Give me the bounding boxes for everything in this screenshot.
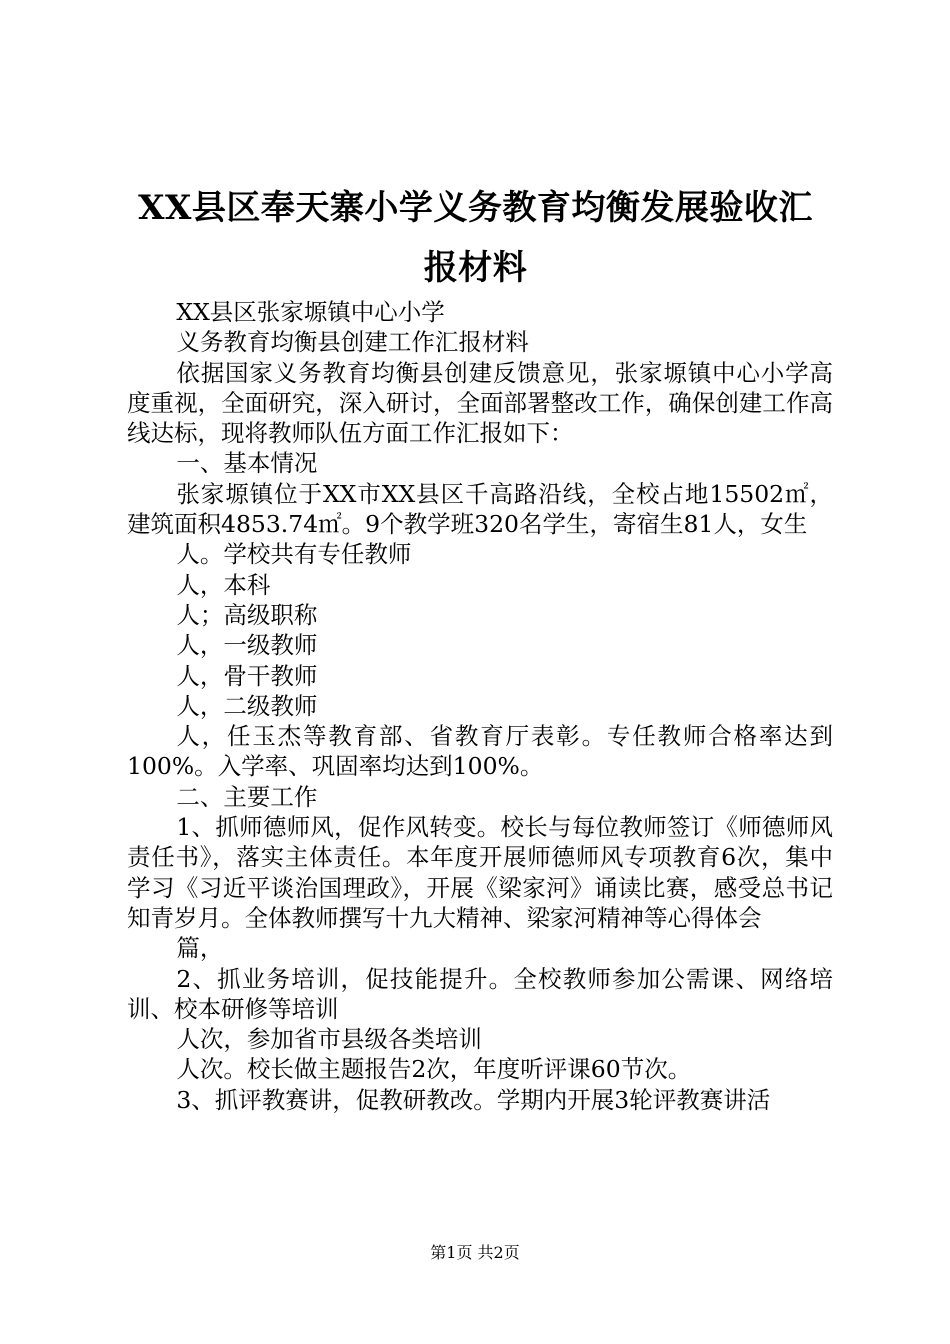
paragraph: 3、抓评教赛讲，促教研教改。学期内开展3轮评教赛讲活 — [176, 1085, 771, 1114]
paragraph: 人，骨干教师 — [176, 661, 318, 690]
report-subtitle: 义务教育均衡县创建工作汇报材料 — [176, 328, 529, 357]
paragraph: 人。学校共有专任教师 — [176, 540, 412, 569]
section-heading-basic: 一、基本情况 — [176, 449, 318, 478]
paragraph: 1、抓师德师风，促作风转变。校长与每位教师签订《师德师风责任书》，落实主体责任。本年度开展师德师风专项教育6次，集中学习《习近平谈治国理政》，开展《梁家河》诵读比赛，感受总书记知青岁月。全体教师撰写十九大精神、梁家河精神等心得体会 — [127, 813, 833, 932]
paragraph: 人次，参加省市县级各类培训 — [176, 1025, 482, 1054]
title-line-1: XX县区奉天寨小学义务教育均衡发展验收汇 — [138, 188, 813, 228]
paragraph: 人，任玉杰等教育部、省教育厅表彰。专任教师合格率达到100%。入学率、巩固率均达到100%。 — [127, 722, 833, 781]
paragraph: 2、抓业务培训，促技能提升。全校教师参加公需课、网络培训、校本研修等培训 — [127, 964, 833, 1023]
title-line-2: 报材料 — [423, 248, 528, 288]
paragraph: 人，一级教师 — [176, 631, 318, 660]
paragraph: 人；高级职称 — [176, 600, 318, 629]
document-body — [127, 297, 833, 1115]
school-name-line: XX县区张家塬镇中心小学 — [176, 298, 445, 326]
document-title — [118, 178, 833, 298]
paragraph: 篇， — [176, 934, 224, 963]
paragraph: 人，二级教师 — [176, 691, 318, 720]
section-heading-main-work: 二、主要工作 — [176, 782, 318, 811]
paragraph: 张家塬镇位于XX市XX县区千高路沿线，全校占地15502㎡，建筑面积4853.74㎡。9个教学班320名学生，寄宿生81人，女生 — [127, 479, 833, 539]
intro-paragraph: 依据国家义务教育均衡县创建反馈意见，张家塬镇中心小学高度重视，全面研究，深入研讨，全面部署整改工作，确保创建工作高线达标，现将教师队伍方面工作汇报如下： — [127, 358, 833, 448]
paragraph: 人次。校长做主题报告2次，年度听评课60节次。 — [176, 1055, 692, 1084]
paragraph: 人，本科 — [176, 570, 271, 599]
page-footer: 第1页 共2页 — [430, 1243, 520, 1262]
